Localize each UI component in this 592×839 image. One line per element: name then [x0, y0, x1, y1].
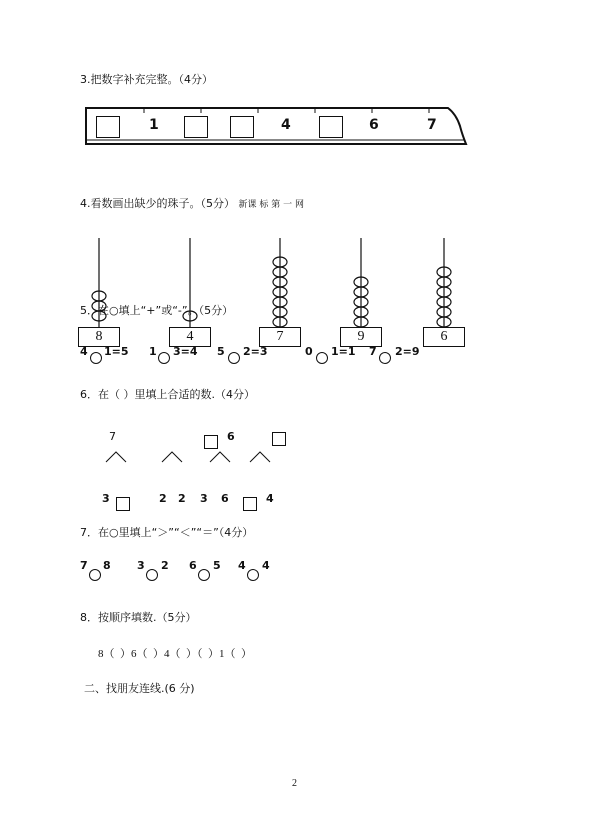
operand: 3: [173, 345, 181, 358]
split-bottom-number: 3: [102, 492, 110, 505]
ruler-number: 4: [281, 117, 291, 133]
equation-result: =1: [338, 345, 356, 358]
operator-circle[interactable]: [90, 352, 102, 364]
abacus-label-box: 9: [340, 327, 382, 347]
operand: 1: [104, 345, 112, 358]
compare-right: 2: [161, 559, 169, 572]
split-bottom-number: 3: [200, 492, 208, 505]
compare-circle[interactable]: [89, 569, 101, 581]
number-ruler: [84, 104, 470, 150]
section2-title: 二、找朋友连线.(6 分): [84, 682, 195, 695]
abacus-label-box: 7: [259, 327, 301, 347]
compare-circle[interactable]: [198, 569, 210, 581]
split-bottom-number: 4: [266, 492, 274, 505]
ruler-blank-box[interactable]: [96, 116, 120, 138]
abacus-label-box: 6: [423, 327, 465, 347]
q7-title: 7．在○里填上“＞”“＜”“＝”（4分）: [80, 526, 254, 539]
equation-result: =4: [180, 345, 198, 358]
q4-title-text: 4.看数画出缺少的珠子。（5分）: [80, 197, 235, 210]
ruler-blank-box[interactable]: [184, 116, 208, 138]
ruler-number: 7: [427, 117, 437, 133]
operand: 1: [149, 345, 157, 358]
page-number: 2: [292, 778, 297, 789]
equation-rest: [243, 345, 268, 358]
operator-circle[interactable]: [379, 352, 391, 364]
operand: 4: [80, 345, 88, 358]
number-sequence[interactable]: 8（ ）6（ ）4（ ）（ ）1（ ）: [98, 648, 252, 660]
operand: 0: [305, 345, 313, 358]
split-top-number: 6: [227, 430, 235, 443]
compare-right: 4: [262, 559, 270, 572]
q4-title: [80, 195, 304, 211]
compare-circle[interactable]: [247, 569, 259, 581]
equation-rest: [331, 345, 356, 358]
split-bottom-number: 2: [178, 492, 186, 505]
compare-left: 6: [189, 559, 197, 572]
operator-circle[interactable]: [158, 352, 170, 364]
equation-rest: [104, 345, 129, 358]
split-bottom-box[interactable]: [116, 497, 130, 511]
abacus-label-box: 4: [169, 327, 211, 347]
operand: 2: [395, 345, 403, 358]
equation-result: =9: [402, 345, 420, 358]
compare-left: 7: [80, 559, 88, 572]
q3-title: 3.把数字补充完整。（4分）: [80, 73, 213, 86]
operator-circle[interactable]: [316, 352, 328, 364]
equation: [80, 345, 88, 358]
equation-result: =5: [111, 345, 129, 358]
ruler-blank-box[interactable]: [319, 116, 343, 138]
abacus-label-box: 8: [78, 327, 120, 347]
watermark-text: 新课 标 第 一 网: [238, 200, 304, 210]
q6-title: 6．在（ ）里填上合适的数.（4分）: [80, 388, 255, 401]
ruler-blank-box[interactable]: [230, 116, 254, 138]
equation-result: =3: [250, 345, 268, 358]
ruler-number: 1: [149, 117, 159, 133]
operand: 7: [369, 345, 377, 358]
operand: 2: [243, 345, 251, 358]
split-bottom-number: 2: [159, 492, 167, 505]
compare-left: 4: [238, 559, 246, 572]
compare-right: 8: [103, 559, 111, 572]
split-branches: [100, 446, 280, 466]
operator-circle[interactable]: [228, 352, 240, 364]
split-bottom-number: 6: [221, 492, 229, 505]
compare-left: 3: [137, 559, 145, 572]
ruler-number: 6: [369, 117, 379, 133]
equation-rest: [395, 345, 420, 358]
split-bottom-box[interactable]: [243, 497, 257, 511]
split-top-box[interactable]: [272, 432, 286, 446]
equation-rest: [173, 345, 198, 358]
operand: 5: [217, 345, 225, 358]
compare-circle[interactable]: [146, 569, 158, 581]
q5-title: 5．在○填上“+”或“-”。（5分）: [80, 304, 234, 317]
operand: 1: [331, 345, 339, 358]
compare-right: 5: [213, 559, 221, 572]
q8-title: 8．按顺序填数.（5分）: [80, 611, 197, 624]
split-top-number: 7: [109, 430, 116, 443]
